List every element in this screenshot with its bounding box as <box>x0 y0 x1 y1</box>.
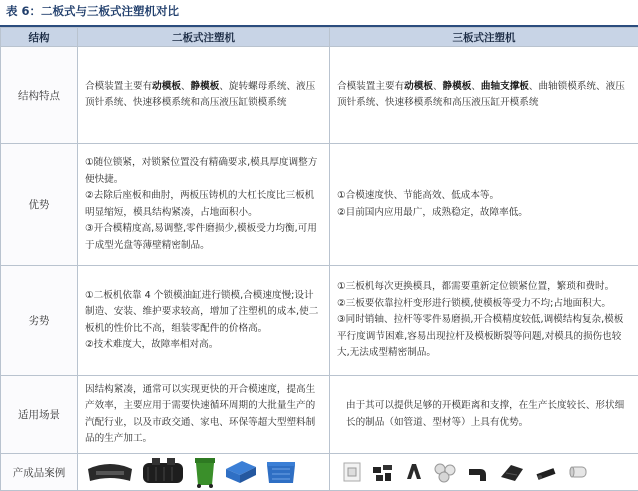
pipe-fittings-icon <box>433 461 457 483</box>
three-plate-advantages-cell <box>330 144 638 266</box>
switch-panel-icon <box>342 461 362 483</box>
header-three-plate: 三板式注塑机 <box>330 28 638 47</box>
list-item: ②技术难度大，故障率相对高。 <box>85 337 323 354</box>
profile-part-icon <box>499 461 525 483</box>
table-title: 表 6：二板式与三板式注塑机对比 <box>6 2 179 20</box>
table-row-structure <box>1 47 638 144</box>
two-plate-disadvantages-cell <box>78 266 330 376</box>
two-plate-products-cell <box>78 454 330 491</box>
pallet-icon <box>224 457 258 487</box>
list-item: ③同时销轴、拉杆等零件易磨损,开合模精度较低,调模结构复杂,模板平行度调节困难,容易出现拉杆及模板断裂等问题,对模具的损伤也较大,无法成型精密制品。 <box>337 312 632 362</box>
three-plate-applications-cell: 由于其可以提供足够的开模距离和支撑，在生产长度较长、形状细长的制品（如管道、型材等）上具有优势。 <box>330 376 638 454</box>
elbow-fitting-icon <box>466 461 490 483</box>
three-plate-structure-cell: 合模装置主要有动模板、静模板、曲轴支撑板、曲轴锁模系统、液压顶针系统、快速移模系统和高压液压缸开模系统 <box>330 47 638 144</box>
list-item: ①二板机依靠 4 个锁模油缸进行锁模,合模速度慢;设计制造、安装、维护要求较高，增加了注塑机的成本,使二板机的性价比不高，组装零配件的价格高。 <box>85 288 323 338</box>
plastic-parts-icon <box>371 461 395 483</box>
list-item: ③开合模精度高,易调整,零件磨损少,模板受力均衡,可用于成型光盘等薄壁精密制品。 <box>85 221 323 254</box>
header-two-plate: 二板式注塑机 <box>78 28 330 47</box>
table-row-disadvantages <box>1 266 638 376</box>
three-plate-disadvantages-cell <box>330 266 638 376</box>
table-row-advantages <box>1 144 638 266</box>
septic-tank-icon <box>140 457 186 487</box>
row-label: 产成品案例 <box>1 454 78 491</box>
comparison-table <box>0 27 638 491</box>
two-plate-applications-cell: 因结构紧凑，通常可以实现更快的开合模速度，提高生产效率，主要应用于需要快速循环周期的大批量生产的汽配行业，以及市政交通、家电、环保等超大型塑料制品的生产加工。 <box>78 376 330 454</box>
list-item: ②三板要依靠拉杆变形进行锁模,使模板等受力不均;占地面积大。 <box>337 296 632 313</box>
two-plate-advantages-cell <box>78 144 330 266</box>
row-label: 优势 <box>1 144 78 266</box>
crate-icon <box>264 457 298 487</box>
header-structure: 结构 <box>1 28 78 47</box>
list-item: ①三板机每次更换模具，都需要重新定位锁紧位置，繁琐和费时。 <box>337 279 632 296</box>
list-item: ①随位锁紧，对锁紧位置没有精确要求,模具厚度调整方便快捷。 <box>85 155 323 188</box>
two-plate-structure-cell: 合模装置主要有动模板、静模板、旋转螺母系统、液压顶针系统、快速移模系统和高压液压缸锁模系统 <box>78 47 330 144</box>
table-row-applications <box>1 376 638 454</box>
row-label: 适用场景 <box>1 376 78 454</box>
plastic-clip-icon <box>404 461 424 483</box>
list-item: ②目前国内应用最广，成熟稳定，故障率低。 <box>337 205 632 222</box>
three-plate-products-cell <box>330 454 638 491</box>
pipe-segment-icon <box>567 461 589 483</box>
trash-bin-icon <box>192 456 218 488</box>
table-row-products <box>1 454 638 491</box>
bracket-part-icon <box>534 461 558 483</box>
list-item: ①合模速度快、节能高效、低成本等。 <box>337 188 632 205</box>
row-label: 劣势 <box>1 266 78 376</box>
header-row <box>1 28 638 47</box>
car-bumper-icon <box>86 459 134 485</box>
list-item: ②去除后座板和曲肘，两板压铸机的大杠长度比三板机明显缩短，模具结构紧凑，占地面积小。 <box>85 188 323 221</box>
row-label: 结构特点 <box>1 47 78 144</box>
